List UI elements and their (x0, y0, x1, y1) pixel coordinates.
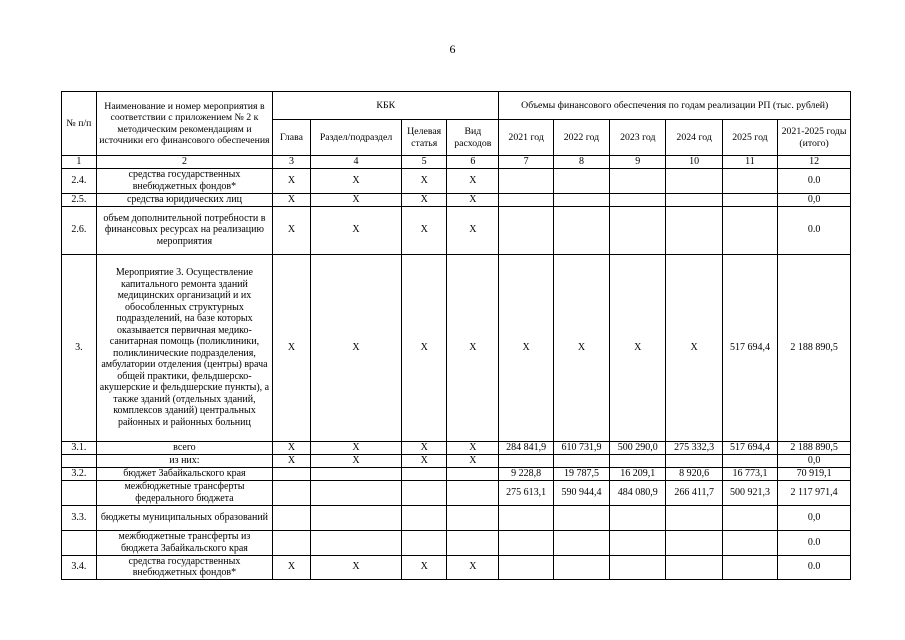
row-number: 2.4. (62, 168, 97, 193)
col-number: 10 (666, 156, 722, 169)
row-cell: 16 209,1 (610, 467, 666, 480)
row-cell (666, 505, 722, 530)
row-cell: X (310, 254, 401, 441)
table-row (62, 193, 851, 206)
table-row (62, 206, 851, 254)
row-cell (499, 555, 553, 579)
row-cell (499, 193, 553, 206)
row-cell: 8 920,6 (666, 467, 722, 480)
row-cell: X (499, 254, 553, 441)
row-cell (553, 505, 609, 530)
row-cell: X (273, 555, 311, 579)
financing-table (61, 91, 851, 580)
header-2025: 2025 год (722, 120, 777, 156)
header-2024: 2024 год (666, 120, 722, 156)
row-cell: 16 773,1 (722, 467, 777, 480)
header-target: Целевая статья (402, 120, 447, 156)
row-cell: X (273, 168, 311, 193)
header-razdel: Раздел/подраздел (310, 120, 401, 156)
header-num: № п/п (62, 92, 97, 156)
row-cell: 0,0 (778, 505, 851, 530)
row-name: из них: (96, 454, 272, 467)
col-number: 1 (62, 156, 97, 169)
row-cell (722, 454, 777, 467)
row-number: 3. (62, 254, 97, 441)
header-total: 2021-2025 годы (итого) (778, 120, 851, 156)
row-cell (610, 555, 666, 579)
row-cell: 0.0 (778, 530, 851, 555)
row-cell: 2 117 971,4 (778, 480, 851, 505)
row-cell: X (447, 193, 499, 206)
row-name: межбюджетные трансферты федерального бюджета (96, 480, 272, 505)
row-cell (499, 530, 553, 555)
col-number: 6 (447, 156, 499, 169)
table-row (62, 441, 851, 454)
col-number: 12 (778, 156, 851, 169)
row-cell: 0.0 (778, 206, 851, 254)
row-cell: X (310, 168, 401, 193)
row-name: средства государственных внебюджетных фондов* (96, 555, 272, 579)
table-row (62, 480, 851, 505)
row-cell: X (273, 206, 311, 254)
row-cell (499, 206, 553, 254)
row-cell (447, 467, 499, 480)
row-cell: 70 919,1 (778, 467, 851, 480)
row-cell: 484 080,9 (610, 480, 666, 505)
row-name: бюджеты муниципальных образований (96, 505, 272, 530)
row-name: средства юридических лиц (96, 193, 272, 206)
row-cell: X (447, 441, 499, 454)
row-name: Мероприятие 3. Осуществление капитального ремонта зданий медицинских организаций и их обособленных структурных подразделений, на базе которых оказывается первичная медико-санитарная помощь (поликлиники, поликлинические подразделения, амбулатории отделения (центры) врача общей практики, фельдшерско-акушерские и фельдшерские пункты), а также зданий (отдельных зданий, комплексов зданий) центральных районных и районных больниц (96, 254, 272, 441)
row-cell: X (310, 555, 401, 579)
row-cell (273, 505, 311, 530)
row-cell (666, 206, 722, 254)
row-cell: 266 411,7 (666, 480, 722, 505)
row-cell (666, 193, 722, 206)
row-cell: X (447, 254, 499, 441)
row-cell: 19 787,5 (553, 467, 609, 480)
row-cell (402, 480, 447, 505)
row-cell (722, 530, 777, 555)
row-number: 3.1. (62, 441, 97, 454)
header-vid: Вид расходов (447, 120, 499, 156)
header-2023: 2023 год (610, 120, 666, 156)
row-cell: X (402, 206, 447, 254)
row-cell: X (666, 254, 722, 441)
row-cell: X (310, 206, 401, 254)
row-cell (310, 467, 401, 480)
row-cell: X (273, 193, 311, 206)
row-cell: 0,0 (778, 454, 851, 467)
row-cell: X (273, 441, 311, 454)
row-number: 2.5. (62, 193, 97, 206)
row-cell (402, 505, 447, 530)
row-cell (722, 555, 777, 579)
row-cell: X (610, 254, 666, 441)
row-cell: X (447, 555, 499, 579)
row-number: 3.4. (62, 555, 97, 579)
row-cell (666, 530, 722, 555)
row-cell (447, 530, 499, 555)
table-row (62, 254, 851, 441)
row-cell: X (447, 206, 499, 254)
row-cell: X (273, 254, 311, 441)
row-cell (553, 168, 609, 193)
col-number: 3 (273, 156, 311, 169)
header-volumes: Объемы финансового обеспечения по годам реализации РП (тыс. рублей) (499, 92, 851, 120)
row-cell (310, 505, 401, 530)
header-2022: 2022 год (553, 120, 609, 156)
col-number: 5 (402, 156, 447, 169)
row-cell (499, 454, 553, 467)
header-kbk: КБК (273, 92, 499, 120)
header-2021: 2021 год (499, 120, 553, 156)
table-row (62, 168, 851, 193)
row-name: бюджет Забайкальского края (96, 467, 272, 480)
table-row (62, 530, 851, 555)
row-cell (499, 505, 553, 530)
row-cell: X (402, 454, 447, 467)
row-cell (402, 530, 447, 555)
row-cell: 275 332,3 (666, 441, 722, 454)
header-name: Наименование и номер мероприятия в соответствии с приложением № 2 к методическим рекомендациям и источники его финансового обеспечения (96, 92, 272, 156)
row-cell: 275 613,1 (499, 480, 553, 505)
row-cell: 284 841,9 (499, 441, 553, 454)
row-name: средства государственных внебюджетных фондов* (96, 168, 272, 193)
row-number (62, 530, 97, 555)
row-cell: X (553, 254, 609, 441)
row-cell (273, 480, 311, 505)
row-cell (447, 505, 499, 530)
row-cell (666, 454, 722, 467)
row-cell: X (402, 441, 447, 454)
row-cell (666, 168, 722, 193)
row-cell (666, 555, 722, 579)
row-cell (722, 206, 777, 254)
col-number: 8 (553, 156, 609, 169)
row-cell: 590 944,4 (553, 480, 609, 505)
table-row (62, 467, 851, 480)
column-numbers-row (62, 156, 851, 169)
row-cell (402, 467, 447, 480)
row-number: 3.2. (62, 467, 97, 480)
page-number: 6 (449, 42, 456, 56)
row-cell: 0.0 (778, 168, 851, 193)
row-cell (447, 480, 499, 505)
row-cell (553, 193, 609, 206)
row-cell (553, 206, 609, 254)
row-cell (553, 530, 609, 555)
row-cell (499, 168, 553, 193)
row-cell (722, 168, 777, 193)
table-row (62, 555, 851, 579)
table-row (62, 454, 851, 467)
row-name: всего (96, 441, 272, 454)
row-cell: 517 694,4 (722, 441, 777, 454)
row-cell: 500 921,3 (722, 480, 777, 505)
header-glava: Глава (273, 120, 311, 156)
row-cell (722, 505, 777, 530)
row-cell (610, 505, 666, 530)
row-number: 3.3. (62, 505, 97, 530)
row-cell: 517 694,4 (722, 254, 777, 441)
row-cell (553, 454, 609, 467)
row-number: 2.6. (62, 206, 97, 254)
row-name: объем дополнительной потребности в финансовых ресурсах на реализацию мероприятия (96, 206, 272, 254)
row-cell (722, 193, 777, 206)
row-cell: X (310, 441, 401, 454)
col-number: 2 (96, 156, 272, 169)
row-cell: X (402, 254, 447, 441)
row-cell: 9 228,8 (499, 467, 553, 480)
row-cell: X (310, 454, 401, 467)
row-cell: 610 731,9 (553, 441, 609, 454)
row-cell (310, 480, 401, 505)
row-cell (553, 555, 609, 579)
row-cell: X (273, 454, 311, 467)
row-cell: X (402, 555, 447, 579)
col-number: 9 (610, 156, 666, 169)
row-cell: 0.0 (778, 555, 851, 579)
row-cell (610, 193, 666, 206)
row-cell: X (447, 454, 499, 467)
row-number (62, 480, 97, 505)
col-number: 4 (310, 156, 401, 169)
table-row (62, 505, 851, 530)
row-cell: X (402, 168, 447, 193)
row-cell: X (402, 193, 447, 206)
row-cell (273, 467, 311, 480)
row-cell: 2 188 890,5 (778, 441, 851, 454)
col-number: 11 (722, 156, 777, 169)
row-cell: 2 188 890,5 (778, 254, 851, 441)
row-cell (273, 530, 311, 555)
row-cell (610, 168, 666, 193)
row-cell: X (310, 193, 401, 206)
row-cell (610, 530, 666, 555)
row-cell (610, 454, 666, 467)
row-cell (310, 530, 401, 555)
row-number (62, 454, 97, 467)
row-cell (610, 206, 666, 254)
row-cell: X (447, 168, 499, 193)
row-name: межбюджетные трансферты из бюджета Забайкальского края (96, 530, 272, 555)
row-cell: 0,0 (778, 193, 851, 206)
col-number: 7 (499, 156, 553, 169)
row-cell: 500 290,0 (610, 441, 666, 454)
